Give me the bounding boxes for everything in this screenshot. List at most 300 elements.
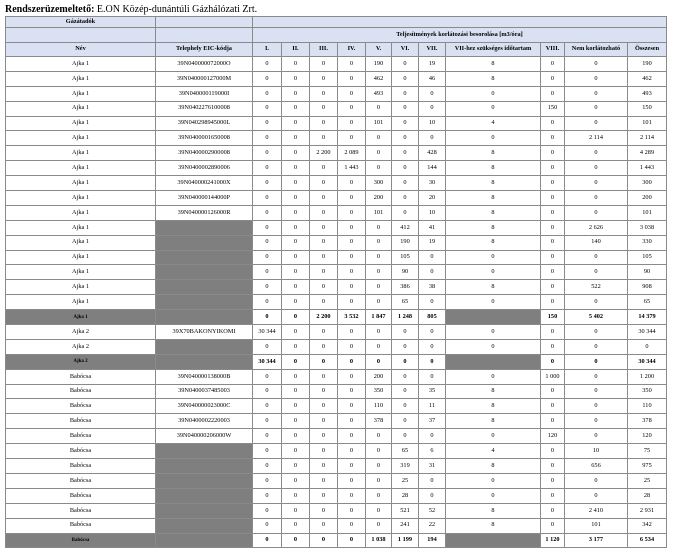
value-cell: 0 [419,354,446,369]
value-cell: 0 [338,116,366,131]
table-row [6,146,667,161]
value-cell: 0 [253,518,282,533]
value-cell: 0 [366,473,392,488]
value-cell: 0 [366,295,392,310]
site-name: Ajka 1 [6,220,156,235]
value-cell: 0 [366,235,392,250]
value-cell: 0 [541,191,565,206]
value-cell: 0 [338,235,366,250]
value-cell: 0 [310,488,338,503]
value-cell: 0 [392,57,419,72]
value-cell: 350 [366,384,392,399]
value-cell: 0 [446,86,541,101]
value-cell: 0 [392,101,419,116]
site-name: Ajka 2 [6,339,156,354]
value-cell: 0 [541,71,565,86]
value-cell: 0 [338,459,366,474]
value-cell: 300 [366,176,392,191]
eic-code [156,488,253,503]
value-cell: 0 [282,459,310,474]
value-cell: 0 [253,86,282,101]
value-cell: 0 [392,414,419,429]
value-cell: 0 [282,235,310,250]
value-cell: 0 [446,131,541,146]
value-cell: 0 [310,131,338,146]
site-name: Ajka 1 [6,131,156,146]
table-row [6,220,667,235]
site-name: Ajka 1 [6,101,156,116]
value-cell: 0 [392,71,419,86]
value-cell: 0 [282,146,310,161]
table-row [6,205,667,220]
value-cell: 1 443 [338,161,366,176]
value-cell: 35 [419,384,446,399]
value-cell: 0 [282,399,310,414]
value-cell: 0 [338,265,366,280]
value-cell: 105 [392,250,419,265]
value-cell: 0 [310,57,338,72]
table-row [6,116,667,131]
value-cell: 0 [253,176,282,191]
table-row [6,429,667,444]
value-cell: 6 534 [628,533,667,548]
value-cell: 101 [366,116,392,131]
value-cell: 65 [392,295,419,310]
value-cell: 0 [541,220,565,235]
value-cell: 0 [338,250,366,265]
value-cell: 0 [310,116,338,131]
value-cell: 0 [541,280,565,295]
site-name: Ajka 2 [6,354,156,369]
value-cell: 0 [338,325,366,340]
value-cell: 0 [338,503,366,518]
value-cell: 19 [419,57,446,72]
table-row [6,444,667,459]
value-cell: 0 [310,220,338,235]
value-cell: 0 [253,339,282,354]
column-header: Név [6,43,156,57]
site-name: Babócsa [6,473,156,488]
table-row [6,295,667,310]
eic-code: 39N040000023000C [156,399,253,414]
column-header: IV. [338,43,366,57]
value-cell: 190 [366,57,392,72]
value-cell: 462 [366,71,392,86]
value-cell: 0 [419,295,446,310]
subtotal-row [6,310,667,325]
value-cell: 0 [541,518,565,533]
value-cell: 0 [253,71,282,86]
value-cell: 0 [392,325,419,340]
site-name: Babócsa [6,459,156,474]
value-cell: 190 [628,57,667,72]
eic-code: 39N0400001650008 [156,131,253,146]
value-cell: 0 [282,444,310,459]
eic-code [156,220,253,235]
value-cell: 0 [253,250,282,265]
value-cell: 0 [541,384,565,399]
operator-line [5,4,257,15]
value-cell: 3 177 [565,533,628,548]
eic-code: 39N0400002220003 [156,414,253,429]
eic-code [156,354,253,369]
value-cell: 0 [282,488,310,503]
value-cell: 140 [565,235,628,250]
site-name: Ajka 1 [6,86,156,101]
value-cell: 144 [419,161,446,176]
eic-code: 39N040000126000R [156,205,253,220]
value-cell: 0 [565,86,628,101]
value-cell: 150 [628,101,667,116]
value-cell: 0 [253,57,282,72]
eic-code [156,518,253,533]
value-cell: 90 [392,265,419,280]
value-cell: 101 [628,205,667,220]
site-name: Babócsa [6,444,156,459]
value-cell: 0 [310,235,338,250]
value-cell: 0 [282,473,310,488]
gas-transfer-table [5,16,667,548]
value-cell: 0 [366,146,392,161]
value-cell: 11 [419,399,446,414]
title-row [6,17,667,28]
table-row [6,176,667,191]
value-cell: 2 200 [310,310,338,325]
site-name: Babócsa [6,533,156,548]
site-name: Ajka 1 [6,310,156,325]
value-cell: 0 [338,444,366,459]
eic-code [156,235,253,250]
value-cell: 0 [253,161,282,176]
value-cell: 0 [310,444,338,459]
value-cell: 0 [253,459,282,474]
value-cell: 0 [419,86,446,101]
value-cell: 28 [392,488,419,503]
value-cell: 805 [419,310,446,325]
value-cell: 0 [310,533,338,548]
value-cell: 6 [419,444,446,459]
eic-code: 39N040000144000P [156,191,253,206]
value-cell: 0 [565,265,628,280]
eic-code: 39N0400002900008 [156,146,253,161]
value-cell: 2 114 [565,131,628,146]
value-cell: 0 [253,265,282,280]
value-cell: 0 [282,191,310,206]
value-cell: 0 [282,310,310,325]
site-name: Ajka 2 [6,325,156,340]
eic-code [156,265,253,280]
table-row [6,57,667,72]
site-name: Ajka 1 [6,116,156,131]
value-cell: 0 [310,354,338,369]
value-cell: 8 [446,57,541,72]
eic-code [156,503,253,518]
value-cell: 0 [338,176,366,191]
eic-code: 39X70BAKONYIKOMI [156,325,253,340]
value-cell: 8 [446,459,541,474]
value-cell: 0 [338,86,366,101]
value-cell: 0 [253,295,282,310]
value-cell: 30 344 [628,354,667,369]
value-cell: 30 [419,176,446,191]
value-cell: 194 [419,533,446,548]
value-cell: 0 [541,265,565,280]
table-row [6,71,667,86]
value-cell: 30 344 [253,354,282,369]
eic-code [156,310,253,325]
value-cell: 0 [282,116,310,131]
value-cell: 0 [253,369,282,384]
value-cell: 4 [446,444,541,459]
value-cell: 0 [419,369,446,384]
value-cell: 0 [392,161,419,176]
value-cell: 30 344 [628,325,667,340]
value-cell: 0 [253,131,282,146]
value-cell [446,354,541,369]
value-cell: 0 [541,235,565,250]
value-cell: 0 [419,429,446,444]
value-cell: 0 [366,280,392,295]
value-cell: 0 [253,191,282,206]
site-name: Ajka 1 [6,146,156,161]
value-cell: 0 [253,310,282,325]
value-cell: 0 [366,161,392,176]
value-cell: 0 [310,161,338,176]
value-cell: 0 [366,220,392,235]
value-cell: 0 [565,176,628,191]
value-cell: 0 [446,265,541,280]
column-header: V. [366,43,392,57]
value-cell: 110 [366,399,392,414]
value-cell: 0 [310,295,338,310]
value-cell: 8 [446,71,541,86]
value-cell: 0 [310,459,338,474]
value-cell: 0 [282,131,310,146]
table-row [6,191,667,206]
value-cell: 300 [628,176,667,191]
value-cell: 0 [565,250,628,265]
value-cell: 0 [282,339,310,354]
value-cell: 0 [338,369,366,384]
value-cell: 3 532 [338,310,366,325]
value-cell: 0 [565,101,628,116]
column-header: Összesen [628,43,667,57]
value-cell: 28 [628,488,667,503]
value-cell: 2 200 [310,146,338,161]
value-cell: 30 344 [253,325,282,340]
column-header-row [6,43,667,57]
group-header: Teljesítmények korlátozási besorolása [m3/óra] [253,28,667,43]
site-name: Ajka 1 [6,250,156,265]
value-cell: 2 410 [565,503,628,518]
value-cell: 0 [253,414,282,429]
value-cell: 0 [310,205,338,220]
value-cell: 0 [446,369,541,384]
site-name: Babócsa [6,369,156,384]
value-cell [446,533,541,548]
value-cell: 0 [366,459,392,474]
table-row [6,265,667,280]
value-cell: 0 [419,488,446,503]
value-cell: 0 [282,176,310,191]
value-cell: 0 [338,354,366,369]
value-cell: 0 [541,131,565,146]
eic-code [156,444,253,459]
column-header: VII-hez szükséges időtartam [446,43,541,57]
value-cell: 0 [392,429,419,444]
value-cell: 0 [338,191,366,206]
value-cell: 200 [628,191,667,206]
table-row [6,131,667,146]
value-cell: 330 [628,235,667,250]
value-cell: 0 [366,325,392,340]
value-cell: 0 [338,280,366,295]
eic-code [156,295,253,310]
table-row [6,459,667,474]
value-cell: 0 [366,429,392,444]
value-cell: 1 248 [392,310,419,325]
value-cell: 31 [419,459,446,474]
value-cell: 386 [392,280,419,295]
value-cell: 0 [541,205,565,220]
value-cell: 0 [565,354,628,369]
value-cell: 8 [446,280,541,295]
table-row [6,399,667,414]
value-cell: 75 [628,444,667,459]
table-row [6,280,667,295]
value-cell: 0 [310,414,338,429]
table-body [6,17,667,548]
value-cell: 0 [253,205,282,220]
table-row [6,101,667,116]
site-name: Babócsa [6,414,156,429]
column-header: I. [253,43,282,57]
site-name: Babócsa [6,503,156,518]
value-cell: 5 402 [565,310,628,325]
value-cell: 0 [392,176,419,191]
site-name: Ajka 1 [6,191,156,206]
value-cell: 521 [392,503,419,518]
value-cell: 22 [419,518,446,533]
table-row [6,86,667,101]
value-cell: 0 [366,518,392,533]
table-row [6,384,667,399]
value-cell: 0 [338,518,366,533]
value-cell: 0 [392,205,419,220]
value-cell: 0 [338,131,366,146]
value-cell: 8 [446,503,541,518]
value-cell: 20 [419,191,446,206]
value-cell: 0 [310,191,338,206]
value-cell: 319 [392,459,419,474]
table-row [6,488,667,503]
value-cell: 10 [419,116,446,131]
value-cell: 0 [310,399,338,414]
table-row [6,161,667,176]
subtotal-row [6,354,667,369]
value-cell: 0 [282,280,310,295]
value-cell: 150 [541,101,565,116]
value-cell: 8 [446,384,541,399]
eic-code: 39N040298945000L [156,116,253,131]
table-row [6,503,667,518]
value-cell: 0 [282,533,310,548]
value-cell: 8 [446,414,541,429]
value-cell: 2 114 [628,131,667,146]
value-cell: 105 [628,250,667,265]
value-cell: 0 [282,205,310,220]
value-cell: 41 [419,220,446,235]
value-cell: 0 [253,116,282,131]
value-cell: 101 [565,518,628,533]
value-cell: 0 [282,503,310,518]
table-row [6,473,667,488]
value-cell: 0 [392,354,419,369]
value-cell: 0 [541,444,565,459]
value-cell: 10 [419,205,446,220]
value-cell: 0 [253,235,282,250]
value-cell: 2 931 [628,503,667,518]
value-cell: 46 [419,71,446,86]
value-cell: 190 [392,235,419,250]
value-cell: 0 [541,473,565,488]
table-row [6,369,667,384]
value-cell: 0 [310,369,338,384]
value-cell: 0 [282,265,310,280]
value-cell: 0 [253,280,282,295]
site-name: Ajka 1 [6,265,156,280]
value-cell: 0 [565,116,628,131]
value-cell: 37 [419,414,446,429]
site-name: Babócsa [6,488,156,503]
column-header: III. [310,43,338,57]
value-cell: 1 038 [366,533,392,548]
value-cell: 493 [366,86,392,101]
eic-code: 39N040000241000X [156,176,253,191]
value-cell: 0 [253,488,282,503]
value-cell: 350 [628,384,667,399]
value-cell: 1 199 [392,533,419,548]
column-header: VI. [392,43,419,57]
value-cell: 0 [282,86,310,101]
value-cell [446,310,541,325]
value-cell: 0 [338,429,366,444]
value-cell: 0 [541,161,565,176]
value-cell: 25 [628,473,667,488]
value-cell: 200 [366,369,392,384]
value-cell: 0 [392,384,419,399]
value-cell: 90 [628,265,667,280]
eic-code [156,473,253,488]
value-cell: 0 [446,429,541,444]
value-cell: 0 [446,250,541,265]
value-cell: 0 [565,325,628,340]
value-cell: 0 [446,473,541,488]
value-cell: 0 [338,488,366,503]
eic-code: 39N0400002890006 [156,161,253,176]
site-name: Ajka 1 [6,295,156,310]
value-cell: 1 000 [541,369,565,384]
value-cell: 0 [366,488,392,503]
value-cell: 0 [541,146,565,161]
table-title: Gázátadók [6,17,156,28]
value-cell: 0 [310,384,338,399]
eic-code [156,459,253,474]
value-cell: 656 [565,459,628,474]
value-cell: 0 [310,176,338,191]
value-cell: 0 [366,354,392,369]
value-cell: 0 [392,86,419,101]
